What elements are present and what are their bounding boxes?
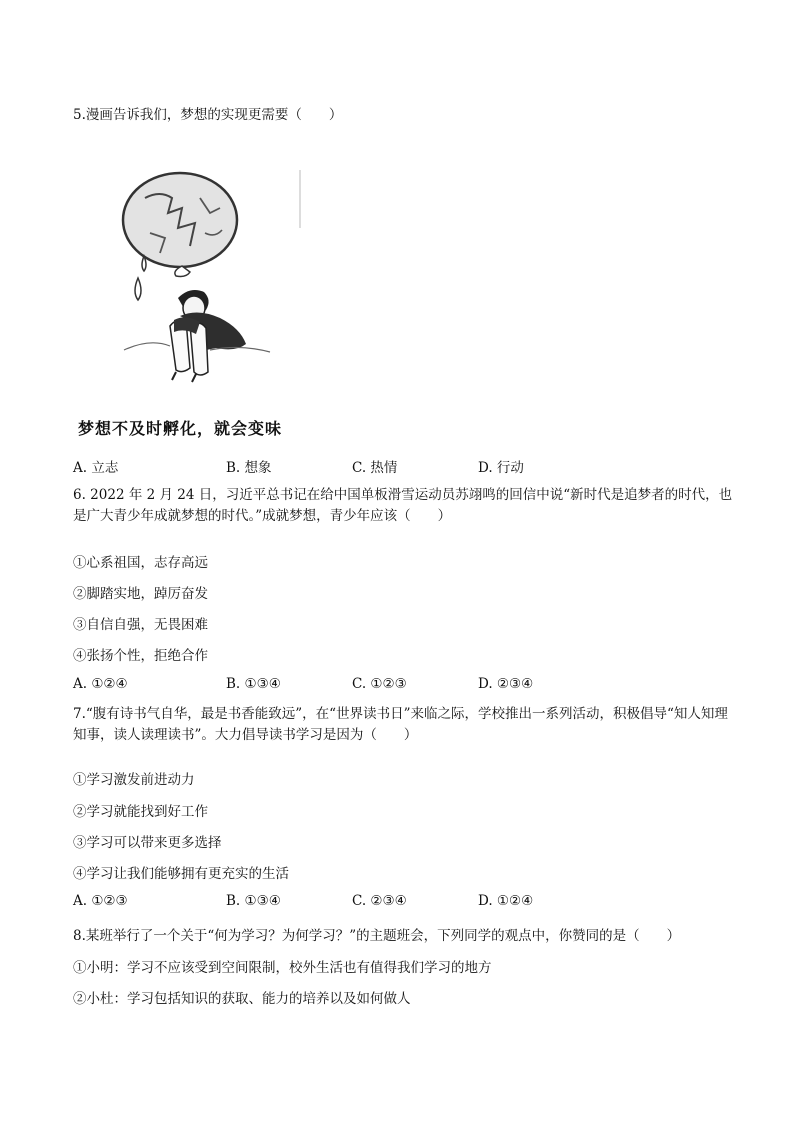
q7-option-b: B. ①③④ <box>226 893 281 909</box>
q7-item-4: ④学习让我们能够拥有更充实的生活 <box>73 866 289 882</box>
q6-item-3: ③自信自强，无畏困难 <box>73 617 208 633</box>
q5-option-d: D. 行动 <box>478 460 524 476</box>
q6-option-a: A. ①②④ <box>73 676 128 692</box>
q7-option-a: A. ①②③ <box>73 893 128 909</box>
q8-stem: 8.某班举行了一个关于“何为学习？为何学习？”的主题班会，下列同学的观点中，你赞同的是（ ） <box>73 928 681 944</box>
q6-item-2: ②脚踏实地，踔厉奋发 <box>73 586 208 602</box>
q6-option-c: C. ①②③ <box>352 676 407 692</box>
cartoon-image <box>120 168 304 404</box>
q8-item-2: ②小杜：学习包括知识的获取、能力的培养以及如何做人 <box>73 991 411 1007</box>
q7-item-1: ①学习激发前进动力 <box>73 772 195 788</box>
q6-item-1: ①心系祖国，志存高远 <box>73 555 208 571</box>
q5-stem: 5.漫画告诉我们，梦想的实现更需要（ ） <box>73 107 343 123</box>
q5-option-c: C. 热情 <box>352 460 398 476</box>
cartoon-caption: 梦想不及时孵化，就会变味 <box>78 419 283 438</box>
q6-option-d: D. ②③④ <box>478 676 534 692</box>
q5-option-a: A. 立志 <box>73 460 119 476</box>
q7-item-2: ②学习就能找到好工作 <box>73 804 208 820</box>
q7-stem: 7.“腹有诗书气自华，最是书香能致远”，在“世界读书日”来临之际，学校推出一系列活动，积极倡导“知人知理知事，读人读理读书”。大力倡导读书学习是因为（ ） <box>73 706 728 743</box>
q7-option-d: D. ①②④ <box>478 893 534 909</box>
q7-item-3: ③学习可以带来更多选择 <box>73 835 222 851</box>
q6-item-4: ④张扬个性，拒绝合作 <box>73 648 208 664</box>
q6-option-b: B. ①③④ <box>226 676 281 692</box>
q8-item-1: ①小明：学习不应该受到空间限制，校外生活也有值得我们学习的地方 <box>73 960 492 976</box>
q6-stem: 6. 2022 年 2 月 24 日，习近平总书记在给中国单板滑雪运动员苏翊鸣的回信中说“新时代是追梦者的时代，也是广大青少年成就梦想的时代。”成就梦想，青少年应该（ ） <box>73 487 733 524</box>
q5-option-b: B. 想象 <box>226 460 272 476</box>
q7-option-c: C. ②③④ <box>352 893 407 909</box>
